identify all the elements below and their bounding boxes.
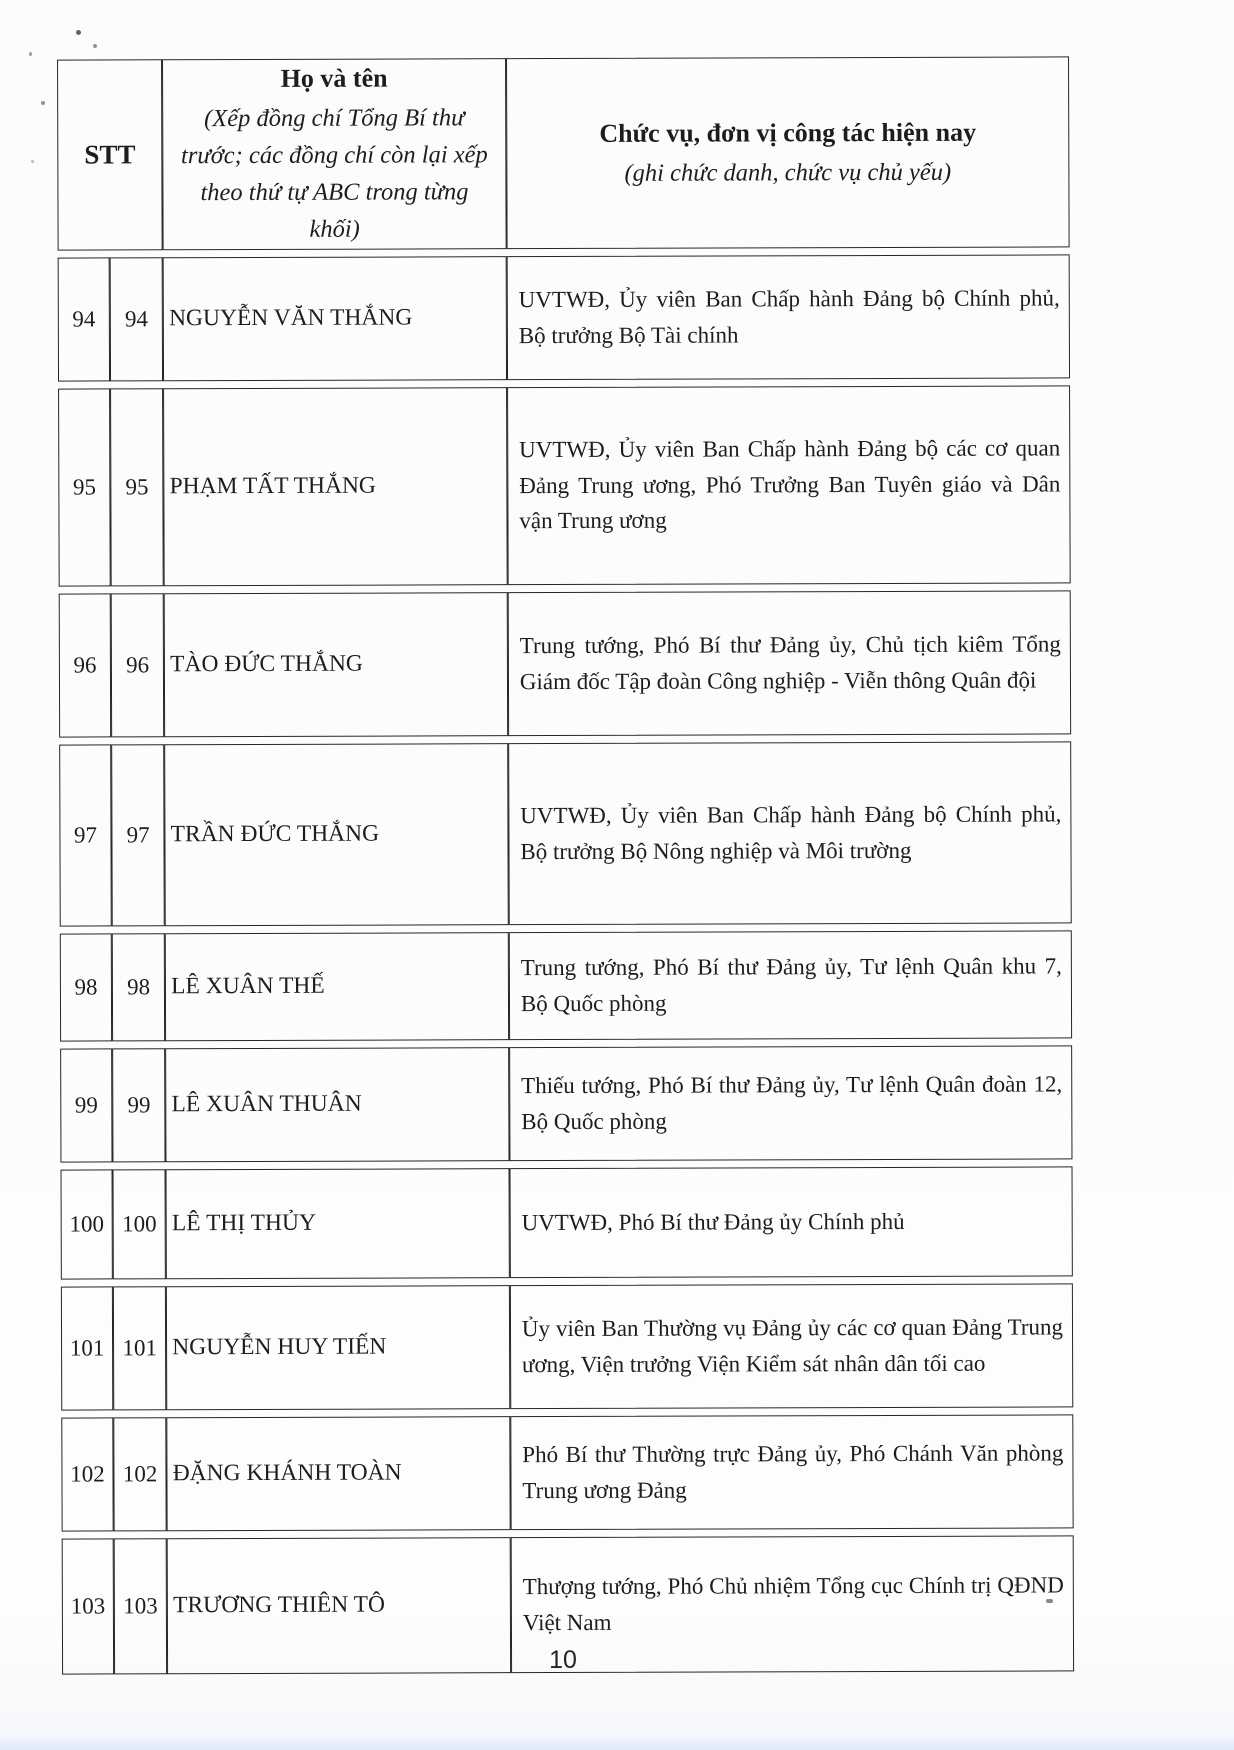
- table-row: [60, 930, 1072, 1041]
- name-cell: NGUYỄN HUY TIẾN: [166, 1285, 510, 1410]
- header-stt-label: STT: [84, 139, 136, 170]
- stt-cell-secondary: 98: [112, 933, 165, 1041]
- stt-cell: 95: [58, 388, 111, 586]
- name-cell: LÊ XUÂN THẾ: [165, 932, 509, 1041]
- position-cell: Phó Bí thư Thường trực Đảng ủy, Phó Chánh Văn phòng Trung ương Đảng: [510, 1414, 1073, 1530]
- stt-cell-secondary: 99: [112, 1048, 165, 1162]
- name-cell: PHẠM TẤT THẮNG: [163, 387, 507, 586]
- header-stt: [57, 59, 163, 250]
- scan-speckle: [93, 44, 97, 48]
- table-row: [61, 1414, 1073, 1531]
- table-row: [58, 385, 1071, 586]
- stt-cell-secondary: 94: [110, 257, 163, 381]
- position-cell: UVTWĐ, Ủy viên Ban Chấp hành Đảng bộ các cơ quan Đảng Trung ương, Phó Trưởng Ban Tuyên giáo và Dân vận Trung ương: [507, 385, 1071, 585]
- stt-cell-secondary: 96: [111, 593, 165, 737]
- stt-cell-secondary: 95: [110, 388, 164, 586]
- table-body: [58, 254, 1074, 1674]
- scan-speckle: [76, 30, 81, 35]
- stt-cell-secondary: 101: [113, 1286, 166, 1410]
- position-cell: Trung tướng, Phó Bí thư Đảng ủy, Tư lệnh Quân khu 7, Bộ Quốc phòng: [509, 930, 1072, 1040]
- table-header-row: [57, 56, 1070, 250]
- header-position-note: (ghi chức danh, chức vụ chủ yếu): [624, 158, 952, 187]
- name-cell: TRẦN ĐỨC THẮNG: [164, 743, 508, 926]
- stt-cell: 94: [58, 257, 110, 381]
- table-row: [59, 590, 1071, 737]
- stt-cell-secondary: 100: [113, 1169, 166, 1279]
- stt-cell: 101: [61, 1286, 113, 1410]
- position-cell: Thượng tướng, Phó Chủ nhiệm Tổng cục Chính trị QĐND Việt Nam: [511, 1535, 1075, 1673]
- header-position-title: Chức vụ, đơn vị công tác hiện nay: [599, 117, 977, 148]
- position-cell: UVTWĐ, Phó Bí thư Đảng ủy Chính phủ: [509, 1166, 1072, 1278]
- stt-cell: 98: [60, 933, 112, 1041]
- stt-cell-secondary: 97: [111, 744, 165, 926]
- header-name-note: (Xếp đồng chí Tổng Bí thư trước; các đồng chí còn lại xếp theo thứ tự ABC trong từng khối): [180, 103, 488, 244]
- name-cell: TÀO ĐỨC THẮNG: [164, 592, 508, 737]
- scanner-edge-strip: [0, 1736, 1234, 1750]
- scan-speckle: [41, 101, 45, 105]
- table-row: [59, 741, 1072, 926]
- page-number: 10: [549, 1646, 577, 1674]
- name-cell: NGUYỄN VĂN THẮNG: [163, 256, 507, 381]
- table-row: [60, 1045, 1072, 1162]
- stt-cell-secondary: 103: [114, 1538, 168, 1674]
- scan-speckle: [31, 160, 34, 163]
- name-cell: LÊ XUÂN THUÂN: [165, 1047, 509, 1162]
- officials-table: [57, 49, 1074, 1681]
- scan-speckle: [29, 52, 32, 56]
- stt-cell-secondary: 102: [113, 1417, 166, 1531]
- position-cell: UVTWĐ, Ủy viên Ban Chấp hành Đảng bộ Chính phủ, Bộ trưởng Bộ Tài chính: [507, 254, 1071, 380]
- header-name: [162, 58, 506, 250]
- header-position: [506, 56, 1070, 248]
- name-cell: LÊ THỊ THỦY: [166, 1168, 510, 1279]
- header-name-title: Họ và tên: [280, 63, 388, 93]
- scanned-table-area: [57, 49, 1074, 1681]
- table-row: [58, 254, 1070, 381]
- stt-cell: 96: [59, 593, 112, 737]
- stt-cell: 100: [61, 1169, 113, 1279]
- position-cell: Trung tướng, Phó Bí thư Đảng ủy, Chủ tịch kiêm Tổng Giám đốc Tập đoàn Công nghiệp - Viễn thông Quân đội: [508, 590, 1072, 736]
- position-cell: Thiếu tướng, Phó Bí thư Đảng ủy, Tư lệnh Quân đoàn 12, Bộ Quốc phòng: [509, 1045, 1072, 1161]
- name-cell: ĐẶNG KHÁNH TOÀN: [166, 1416, 510, 1531]
- position-cell: UVTWĐ, Ủy viên Ban Chấp hành Đảng bộ Chính phủ, Bộ trưởng Bộ Nông nghiệp và Môi trường: [508, 741, 1072, 925]
- stt-cell: 103: [62, 1538, 115, 1674]
- table-row: [61, 1166, 1073, 1279]
- stt-cell: 99: [60, 1048, 112, 1162]
- stt-cell: 102: [61, 1417, 113, 1531]
- stt-cell: 97: [59, 744, 112, 926]
- position-cell: Ủy viên Ban Thường vụ Đảng ủy các cơ quan Đảng Trung ương, Viện trưởng Viện Kiểm sát nhân dân tối cao: [510, 1283, 1074, 1409]
- table-row: [61, 1283, 1073, 1410]
- name-cell: TRƯƠNG THIÊN TÔ: [167, 1537, 511, 1674]
